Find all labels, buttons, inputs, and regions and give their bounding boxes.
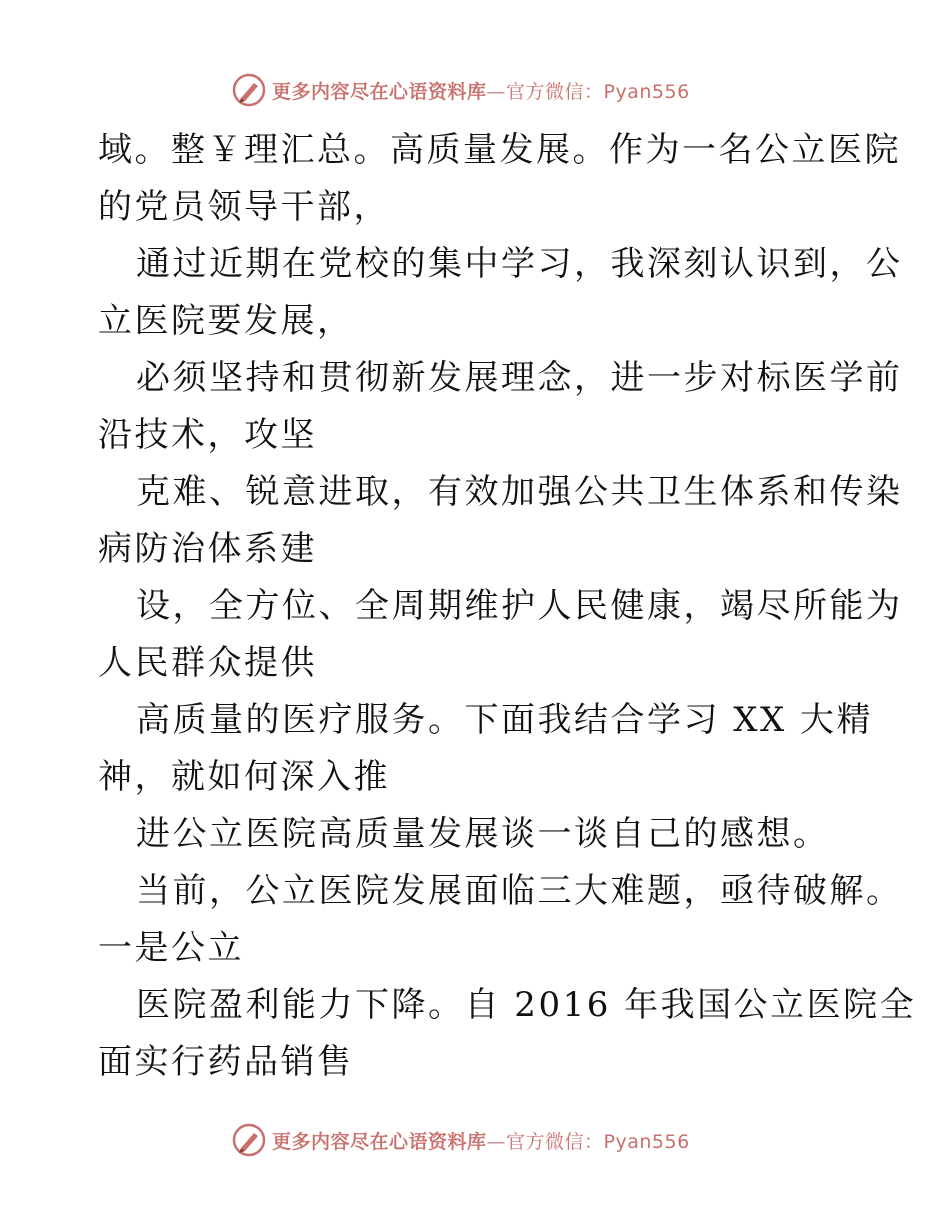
watermark-separator: —	[486, 80, 507, 103]
text-line: 进公立医院高质量发展谈一谈自己的感想。	[136, 814, 830, 854]
footer-watermark	[232, 1122, 712, 1158]
pen-logo-icon	[232, 1123, 266, 1157]
text-line: 克难、锐意进取，有效加强公共卫生体系和传染	[136, 472, 903, 512]
text-line: 人民群众提供	[98, 643, 317, 683]
watermark-label: 官方微信：	[506, 1130, 604, 1153]
text-line: 面实行药品销售	[98, 1042, 354, 1082]
text-line: 沿技术，攻坚	[98, 415, 317, 455]
text-line: 医院盈利能力下降。自 2016 年我国公立医院全	[136, 985, 917, 1025]
text-line: 域。整￥理汇总。高质量发展。作为一名公立医院	[98, 130, 901, 170]
text-line: 立医院要发展，	[98, 301, 354, 341]
text-line: 神，就如何深入推	[98, 757, 390, 797]
text-line: 病防治体系建	[98, 529, 317, 569]
text-line: 必须坚持和贯彻新发展理念，进一步对标医学前	[136, 358, 903, 398]
text-line: 设，全方位、全周期维护人民健康，竭尽所能为	[136, 586, 903, 626]
watermark-text	[272, 77, 690, 104]
document-body	[98, 122, 917, 1091]
text-line: 通过近期在党校的集中学习，我深刻认识到，公	[136, 244, 903, 284]
watermark-account: Pyan556	[603, 1130, 690, 1153]
header-watermark	[232, 72, 712, 108]
pen-logo-icon	[232, 73, 266, 107]
text-line: 高质量的医疗服务。下面我结合学习 XX 大精	[136, 700, 874, 740]
watermark-main: 更多内容尽在心语资料库	[272, 1130, 487, 1153]
watermark-main: 更多内容尽在心语资料库	[272, 80, 487, 103]
watermark-text	[272, 1127, 690, 1154]
watermark-label: 官方微信：	[506, 80, 604, 103]
watermark-account: Pyan556	[603, 80, 690, 103]
text-line: 当前，公立医院发展面临三大难题，亟待破解。	[136, 871, 903, 911]
text-line: 一是公立	[98, 928, 244, 968]
text-line: 的党员领导干部，	[98, 187, 390, 227]
watermark-separator: —	[486, 1130, 507, 1153]
